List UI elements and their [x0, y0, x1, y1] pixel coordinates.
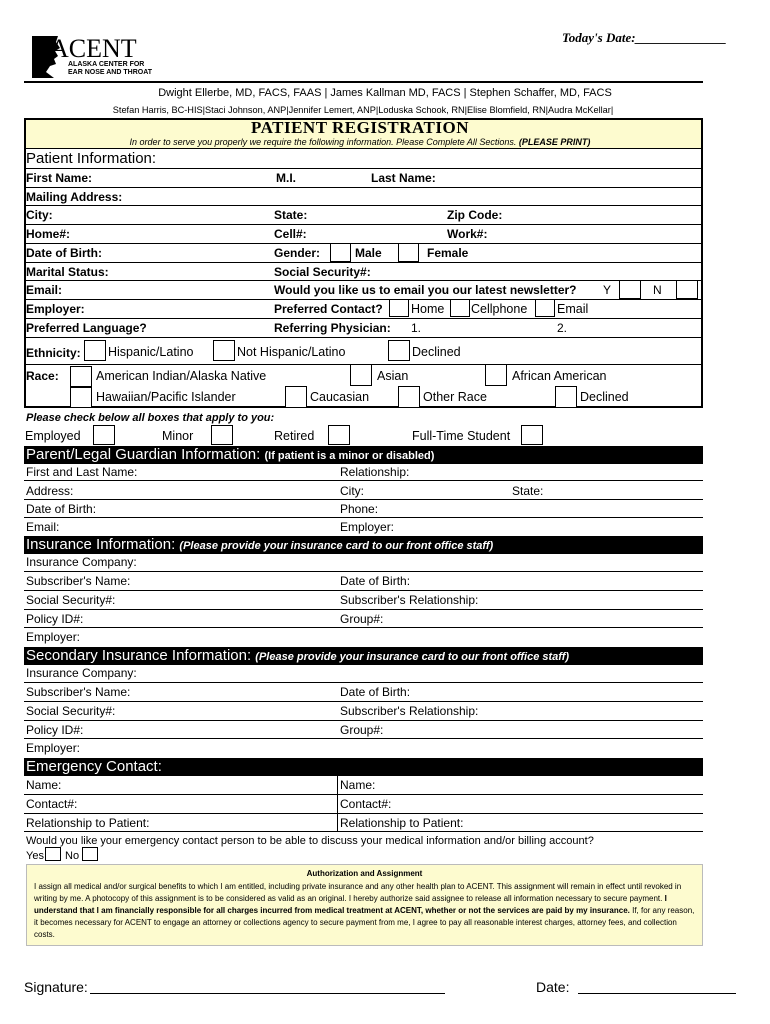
- cell-phone-label: Cell#:: [274, 227, 307, 241]
- emergency-discuss-question: Would you like your emergency contact person to be able to discuss your medical information and/or billing account?: [26, 835, 594, 847]
- rule: [24, 168, 703, 169]
- rule: [24, 318, 703, 319]
- dob-label: Date of Birth:: [26, 246, 102, 260]
- secondary-policy-label: Policy ID#:: [26, 723, 84, 737]
- secondary-subscriber-label: Subscriber's Name:: [26, 685, 131, 699]
- mailing-address-label: Mailing Address:: [26, 190, 123, 204]
- mi-label: M.I.: [276, 171, 296, 185]
- insurance-heading: Insurance Information:: [26, 536, 176, 553]
- rule: [24, 280, 703, 281]
- subscriber-ssn-label: Social Security#:: [26, 593, 116, 607]
- acent-logo: [28, 34, 153, 80]
- retired-label: Retired: [274, 429, 315, 443]
- race-label: Race:: [26, 369, 59, 383]
- african-american-checkbox[interactable]: [485, 364, 507, 386]
- emergency-heading-bar: [24, 758, 703, 776]
- contact-home-label: Home: [411, 302, 445, 316]
- caucasian-label: Caucasian: [310, 390, 370, 404]
- rule: [337, 776, 338, 832]
- rule: [24, 517, 703, 518]
- preferred-contact-label: Preferred Contact?: [274, 302, 383, 316]
- authorization-body: [34, 881, 695, 941]
- rule: [24, 571, 703, 572]
- minor-label: Minor: [162, 429, 194, 443]
- logo-subtitle-1: ALASKA CENTER FOR: [68, 61, 145, 68]
- rule: [24, 337, 703, 338]
- form-title: PATIENT REGISTRATION: [251, 118, 469, 137]
- rule: [24, 499, 703, 500]
- student-checkbox[interactable]: [521, 425, 543, 445]
- marital-status-label: Marital Status:: [26, 265, 109, 279]
- subscriber-dob-label: Date of Birth:: [340, 574, 411, 588]
- rule: [24, 187, 703, 188]
- guardian-phone-label: Phone:: [340, 502, 379, 516]
- contact-cell-label: Cellphone: [471, 302, 528, 316]
- male-checkbox[interactable]: [330, 243, 351, 262]
- please-print: (PLEASE PRINT): [518, 137, 591, 147]
- secondary-heading: Secondary Insurance Information:: [26, 647, 252, 664]
- american-indian-label: American Indian/Alaska Native: [96, 369, 267, 383]
- emergency-name-1-label: Name:: [26, 778, 62, 792]
- authorization-box: [26, 864, 703, 946]
- contact-home-checkbox[interactable]: [389, 299, 409, 317]
- date-label: Date:: [536, 979, 570, 995]
- discuss-yes-label: Yes: [26, 850, 44, 862]
- guardian-employer-label: Employer:: [340, 520, 395, 534]
- contact-email-label: Email: [557, 302, 589, 316]
- insurance-employer-label: Employer:: [26, 630, 81, 644]
- male-label: Male: [355, 246, 382, 260]
- hawaiian-checkbox[interactable]: [70, 387, 92, 408]
- retired-checkbox[interactable]: [328, 425, 350, 445]
- guardian-city-label: City:: [340, 484, 364, 498]
- newsletter-no-label: N: [653, 283, 662, 297]
- guardian-relationship-label: Relationship:: [340, 465, 410, 479]
- african-american-label: African American: [512, 369, 607, 383]
- policy-id-label: Policy ID#:: [26, 612, 84, 626]
- city-label: City:: [26, 208, 53, 222]
- hispanic-label: Hispanic/Latino: [108, 345, 194, 359]
- asian-checkbox[interactable]: [350, 364, 372, 386]
- discuss-no-label: No: [65, 850, 80, 862]
- ethnicity-label: Ethnicity:: [26, 346, 81, 360]
- discuss-yes-checkbox[interactable]: [45, 847, 61, 861]
- secondary-ssn-label: Social Security#:: [26, 704, 116, 718]
- employed-checkbox[interactable]: [93, 425, 115, 445]
- race-declined-checkbox[interactable]: [555, 386, 577, 408]
- ethnicity-declined-label: Declined: [412, 345, 461, 359]
- american-indian-checkbox[interactable]: [70, 366, 92, 387]
- rule: [24, 738, 703, 739]
- secondary-relationship-label: Subscriber's Relationship:: [340, 704, 479, 718]
- gender-label: Gender:: [274, 246, 321, 260]
- date-line[interactable]: [578, 993, 736, 994]
- signature-line[interactable]: [90, 993, 445, 994]
- rule: [24, 205, 703, 206]
- student-label: Full-Time Student: [412, 429, 511, 443]
- caucasian-checkbox[interactable]: [285, 386, 307, 408]
- employed-label: Employed: [25, 429, 81, 443]
- patient-heading: Patient Information:: [26, 150, 157, 167]
- other-race-label: Other Race: [423, 390, 487, 404]
- hawaiian-label: Hawaiian/Pacific Islander: [96, 390, 236, 404]
- rule: [24, 609, 703, 610]
- not-hispanic-checkbox[interactable]: [213, 340, 235, 361]
- secondary-dob-label: Date of Birth:: [340, 685, 411, 699]
- rule: [24, 480, 703, 481]
- signature-label: Signature:: [24, 979, 88, 995]
- authorization-text-2: I understand that I am financially responsible for all charges incurred from medical treatment at ACENT, whether or not the services are paid by my insurance.: [34, 894, 667, 915]
- discuss-no-checkbox[interactable]: [82, 847, 98, 861]
- home-phone-label: Home#:: [26, 227, 71, 241]
- authorization-text-1: I assign all medical and/or surgical benefits to which I am entitled, including private insurance and any other health plan to ACENT. This assignment will remain in effect until revoked in writing by me. A photocopy of this assignment is to be considered as valid as an original. I hereby authorize said assignee to release all information necessary to secure payment.: [34, 882, 682, 903]
- group-label: Group#:: [340, 612, 384, 626]
- referring-2-label: 2.: [557, 321, 568, 335]
- doctors-list: Dwight Ellerbe, MD, FACS, FAAS | James Kallman MD, FACS | Stephen Schaffer, MD, FACS: [158, 87, 612, 99]
- email-label: Email:: [26, 283, 63, 297]
- authorization-text-3: If, for any reason, it becomes necessary for ACENT to engage an attorney or collections agency to secure payment from me, I agree to pay all reasonable interest charges, attorney fees, and collection costs.: [34, 906, 695, 939]
- emergency-heading: Emergency Contact:: [26, 758, 162, 775]
- female-checkbox[interactable]: [398, 243, 419, 262]
- guardian-state-label: State:: [512, 484, 544, 498]
- authorization-title: Authorization and Assignment: [306, 869, 423, 878]
- ssn-label: Social Security#:: [274, 265, 371, 279]
- secondary-employer-label: Employer:: [26, 741, 81, 755]
- status-prompt: Please check below all boxes that apply to you:: [26, 412, 275, 424]
- guardian-address-label: Address:: [26, 484, 74, 498]
- rule: [24, 148, 703, 149]
- hispanic-checkbox[interactable]: [84, 340, 106, 361]
- insurance-note: (Please provide your insurance card to our front office staff): [179, 540, 494, 552]
- guardian-dob-label: Date of Birth:: [26, 502, 97, 516]
- logo-text: ACENT: [50, 34, 137, 63]
- rule: [24, 243, 703, 244]
- insurance-heading-bar: [24, 536, 703, 554]
- emergency-contact-2-label: Contact#:: [340, 797, 392, 811]
- guardian-heading: Parent/Legal Guardian Information:: [26, 446, 261, 463]
- secondary-company-label: Insurance Company:: [26, 666, 137, 680]
- instructions-line: [0, 137, 720, 148]
- not-hispanic-label: Not Hispanic/Latino: [237, 345, 346, 359]
- guardian-name-label: First and Last Name:: [26, 465, 138, 479]
- first-name-label: First Name:: [26, 171, 93, 185]
- other-race-checkbox[interactable]: [398, 386, 420, 408]
- guardian-heading-bar: [24, 446, 703, 464]
- emergency-relationship-2-label: Relationship to Patient:: [340, 816, 464, 830]
- newsletter-no-checkbox[interactable]: [676, 280, 698, 299]
- rule: [24, 299, 703, 300]
- race-declined-label: Declined: [580, 390, 629, 404]
- preferred-language-label: Preferred Language?: [26, 321, 147, 335]
- rule: [24, 720, 703, 721]
- emergency-relationship-1-label: Relationship to Patient:: [26, 816, 150, 830]
- insurance-company-label: Insurance Company:: [26, 555, 137, 569]
- guardian-note: (If patient is a minor or disabled): [264, 450, 435, 462]
- rule: [24, 701, 703, 702]
- asian-label: Asian: [377, 369, 409, 383]
- ethnicity-declined-checkbox[interactable]: [388, 340, 410, 361]
- subscriber-name-label: Subscriber's Name:: [26, 574, 131, 588]
- contact-cell-checkbox[interactable]: [450, 299, 470, 317]
- todays-date-label: Today's Date:______________: [562, 30, 727, 45]
- logo-subtitle-2: EAR NOSE AND THROAT: [68, 69, 152, 76]
- secondary-note: (Please provide your insurance card to our front office staff): [255, 651, 570, 663]
- emergency-contact-1-label: Contact#:: [26, 797, 78, 811]
- guardian-email-label: Email:: [26, 520, 60, 534]
- emergency-name-2-label: Name:: [340, 778, 376, 792]
- zip-label: Zip Code:: [447, 208, 503, 222]
- rule: [24, 262, 703, 263]
- referring-physician-label: Referring Physician:: [274, 321, 391, 335]
- work-phone-label: Work#:: [447, 227, 488, 241]
- rule: [24, 224, 703, 225]
- secondary-heading-bar: [24, 647, 703, 665]
- newsletter-yes-checkbox[interactable]: [619, 280, 641, 299]
- header-rule: [24, 81, 703, 83]
- state-label: State:: [274, 208, 308, 222]
- rule: [24, 813, 703, 814]
- referring-1-label: 1.: [411, 321, 422, 335]
- rule: [24, 627, 703, 628]
- rule: [24, 682, 703, 683]
- rule: [24, 831, 703, 832]
- female-label: Female: [427, 246, 469, 260]
- instructions-text: In order to serve you properly we require the following information. Please Complete All Sections.: [129, 137, 517, 147]
- rule: [24, 590, 703, 591]
- newsletter-yes-label: Y: [603, 283, 612, 297]
- contact-email-checkbox[interactable]: [535, 299, 555, 317]
- minor-checkbox[interactable]: [211, 425, 233, 445]
- staff-list: Stefan Harris, BC-HIS|Staci Johnson, ANP|Jennifer Lemert, ANP|Loduska Schook, RN|Elise Blomfield, RN|Audra McKellar|: [112, 105, 614, 115]
- rule: [24, 794, 703, 795]
- newsletter-question: Would you like us to email you our latest newsletter?: [274, 283, 577, 297]
- subscriber-relationship-label: Subscriber's Relationship:: [340, 593, 479, 607]
- secondary-group-label: Group#:: [340, 723, 384, 737]
- employer-label: Employer:: [26, 302, 85, 316]
- last-name-label: Last Name:: [371, 171, 436, 185]
